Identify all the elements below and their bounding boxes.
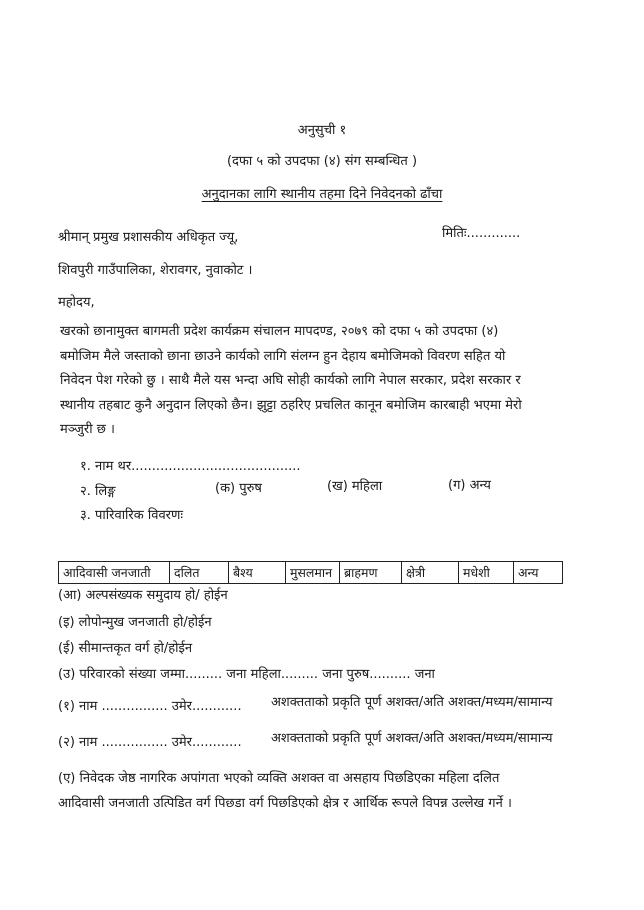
table-cell: क्षेत्री (402, 562, 459, 584)
body-line: मञ्जुरी छ । (60, 422, 115, 437)
date-field: मितिः............. (442, 226, 521, 241)
table-cell: अन्य (514, 562, 563, 584)
marginalized-question: (ई) सीमान्तकृत वर्ग हो/होईन (58, 641, 193, 656)
member-1-disability: अशक्तताको प्रकृति पूर्ण अशक्त/अति अशक्त/मध्यम/सामान्य (271, 695, 553, 710)
body-line: निवेदन पेश गरेको छु । साथै मैले यस भन्दा अघि सोही कार्यको लागि नेपाल सरकार, प्रदेश सरकार र (60, 373, 521, 388)
minority-question: (आ) अल्पसंख्यक समुदाय हो/ होईन (58, 588, 228, 603)
footer-line: (ए) निवेदक जेष्ठ नागरिक अपांगता भएको व्यक्ति अशक्त वा असहाय पिछडिएका महिला दलित (58, 771, 500, 786)
application-body (60, 320, 580, 443)
body-line: खरको छानामुक्त बागमती प्रदेश कार्यक्रम संचालन मापदण्ड, २०७९ को दफा ५ को उपदफा (४) (60, 324, 499, 339)
member-row-1: (१) नाम ................ उमेर............ (58, 699, 242, 714)
salutation: महोदय, (58, 295, 95, 310)
table-row (59, 562, 563, 584)
table-cell: मुसलमान (286, 562, 340, 584)
name-field: १. नाम थर......................................... (80, 459, 301, 474)
table-cell: आदिवासी जनजाती (59, 562, 170, 584)
body-line: स्थानीय तहबाट कुनै अनुदान लिएको छैन। झुट्टा ठहरिए प्रचलित कानून बमोजिम कारबाही भएमा मेरो (60, 397, 522, 413)
endangered-question: (इ) लोपोन्मुख जनजाती हो/होईन (58, 615, 212, 630)
caste-table (58, 561, 563, 584)
form-title: अनुदानका लागि स्थानीय तहमा दिने निवेदनको ढाँचा (201, 187, 443, 202)
table-cell: दलित (170, 562, 229, 584)
gender-option-female: (ख) महिला (327, 479, 383, 494)
table-cell: मधेशी (459, 562, 514, 584)
footer-line: आदिवासी जनजाती उत्पिडित वर्ग पिछडा वर्ग पिछडिएको क्षेत्र र आर्थिक रूपले विपन्न उल्लेख गर्ने । (58, 796, 512, 811)
table-cell: बैश्य (229, 562, 286, 584)
table-cell: ब्राहमण (340, 562, 402, 584)
office-line: शिवपुरी गाउँपालिका, शेरावगर, नुवाकोट । (58, 263, 253, 278)
body-line: बमोजिम मैले जस्ताको छाना छाउने कार्यको लागि संलग्न हुन देहाय बमोजिमको विवरण सहित यो (60, 348, 506, 364)
gender-label: २. लिङ्ग (80, 484, 116, 499)
member-row-2: (२) नाम ................ उमेर............ (58, 735, 242, 750)
recipient-line: श्रीमान् प्रमुख प्रशासकीय अधिकृत ज्यू, (58, 230, 239, 245)
reference-line: (दफा ५ को उपदफा (४) संग सम्बन्धित ) (226, 154, 418, 169)
gender-option-other: (ग) अन्य (448, 478, 491, 493)
schedule-heading: अनुसुची १ (297, 123, 347, 138)
member-2-disability: अशक्तताको प्रकृति पूर्ण अशक्त/अति अशक्त/मध्यम/सामान्य (271, 731, 553, 746)
gender-option-male: (क) पुरुष (215, 481, 262, 496)
family-count-line: (उ) परिवारको संख्या जम्मा......... जना महिला......... जना पुरुष.......... जना (58, 667, 435, 682)
family-details-label: ३. पारिवारिक विवरणः (80, 508, 184, 523)
